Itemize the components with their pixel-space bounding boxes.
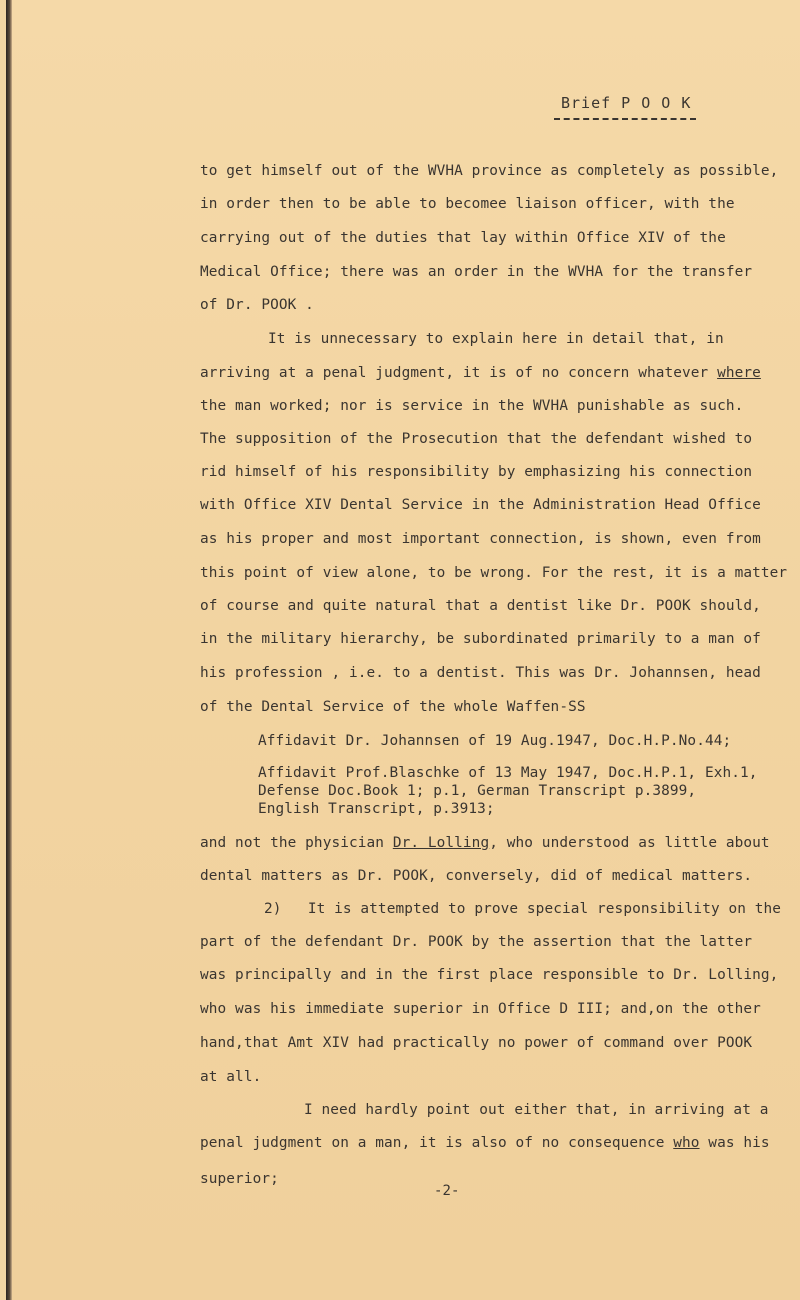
text-line: 2) It is attempted to prove special responsibility on the [264, 901, 782, 917]
text-line: of the Dental Service of the whole Waffen-SS [200, 699, 586, 715]
text-line: his profession , i.e. to a dentist. This was Dr. Johannsen, head [200, 665, 761, 681]
text-segment: , who understood as little about [489, 835, 770, 851]
text-line: of Dr. POOK . [200, 297, 314, 313]
text-segment: and not the physician [200, 835, 393, 851]
text-line: who was his immediate superior in Office D III; and,on the other [200, 1001, 761, 1017]
text-line: to get himself out of the WVHA province as completely as possible, [200, 163, 779, 179]
page-binding-edge [6, 0, 12, 1300]
text-line: this point of view alone, to be wrong. For the rest, it is a matter [200, 565, 788, 581]
document-header: Brief P O O K [561, 94, 692, 112]
text-line: the man worked; nor is service in the WVHA punishable as such. [200, 398, 744, 414]
header-underline [554, 118, 696, 120]
document-page [6, 0, 800, 1300]
citation-line: Affidavit Dr. Johannsen of 19 Aug.1947, Doc.H.P.No.44; [258, 733, 732, 749]
text-line: It is unnecessary to explain here in detail that, in [268, 331, 724, 347]
text-line: in the military hierarchy, be subordinated primarily to a man of [200, 631, 761, 647]
text-line: part of the defendant Dr. POOK by the assertion that the latter [200, 934, 753, 950]
text-line [200, 1135, 770, 1151]
text-line: as his proper and most important connection, is shown, even from [200, 531, 761, 547]
citation-line: English Transcript, p.3913; [258, 801, 495, 817]
citation-line: Defense Doc.Book 1; p.1, German Transcript p.3899, [258, 783, 697, 799]
underlined-word: who [673, 1135, 700, 1151]
text-line: with Office XIV Dental Service in the Administration Head Office [200, 497, 761, 513]
text-line [200, 365, 761, 381]
text-line: carrying out of the duties that lay within Office XIV of the [200, 230, 726, 246]
text-segment: arriving at a penal judgment, it is of no concern whatever [200, 365, 718, 381]
text-line: rid himself of his responsibility by emphasizing his connection [200, 464, 753, 480]
text-line: at all. [200, 1069, 262, 1085]
text-line: of course and quite natural that a dentist like Dr. POOK should, [200, 598, 761, 614]
text-line: Medical Office; there was an order in the WVHA for the transfer [200, 264, 753, 280]
citation-line: Affidavit Prof.Blaschke of 13 May 1947, Doc.H.P.1, Exh.1, [258, 765, 758, 781]
text-line: The supposition of the Prosecution that the defendant wished to [200, 431, 753, 447]
text-segment: was his [699, 1135, 770, 1151]
text-line: was principally and in the first place responsible to Dr. Lolling, [200, 967, 779, 983]
text-line [200, 835, 770, 851]
text-line: superior; [200, 1171, 279, 1187]
text-segment: penal judgment on a man, it is also of no consequence [200, 1135, 674, 1151]
page-number: -2- [434, 1183, 460, 1199]
text-line: hand,that Amt XIV had practically no power of command over POOK [200, 1035, 753, 1051]
text-line: in order then to be able to becomee liaison officer, with the [200, 196, 735, 212]
underlined-name: Dr. Lolling [392, 835, 490, 851]
underlined-word: where [717, 365, 761, 381]
text-line: dental matters as Dr. POOK, conversely, did of medical matters. [200, 868, 753, 884]
text-line: I need hardly point out either that, in arriving at a [304, 1102, 769, 1118]
